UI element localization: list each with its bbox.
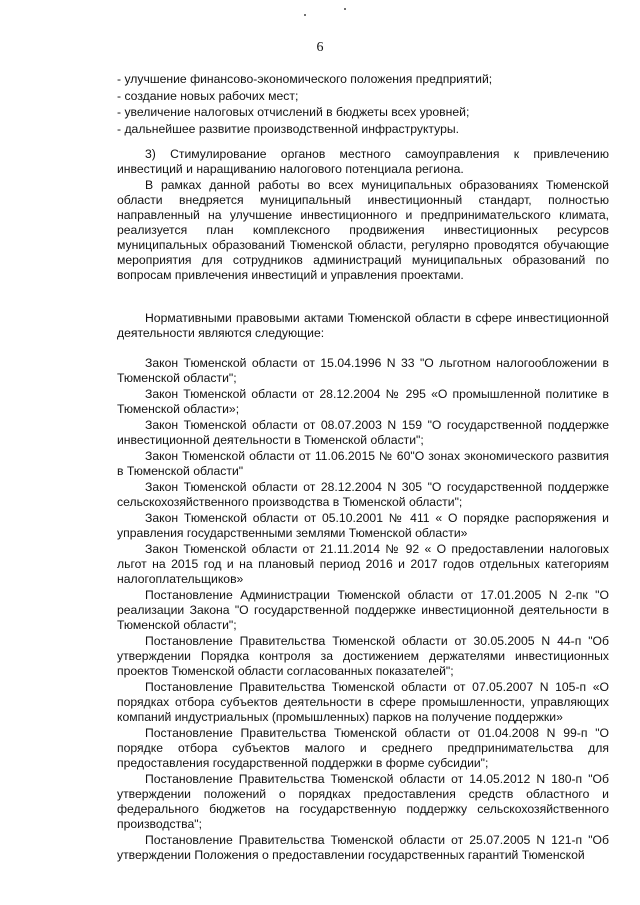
act-item: Закон Тюменской области от 28.12.2004 № 295 «О промышленной политике в Тюменской области»;	[117, 387, 609, 416]
bullet-item: - создание новых рабочих мест;	[117, 88, 299, 103]
act-item: Закон Тюменской области от 28.12.2004 N 305 "О государственной поддержке сельскохозяйственного производства в Тюменской области";	[117, 480, 609, 509]
act-item: Закон Тюменской области от 05.10.2001 № 411 « О порядке распоряжения и управления государственными землями Тюменской области»	[117, 511, 609, 540]
paragraph-work: В рамках данной работы во всех муниципальных образованиях Тюменской области внедряется муниципальный инвестиционный стандарт, полностью направленный на улучшение инвестиционного и предпринимательского климата, реализуется план комплексного продвижения инвестиционных ресурсов муниципальных образований Тюменской области, регулярно проводятся обучающие мероприятия для сотрудников администраций муниципальных образований по вопросам привлечения инвестиций и управления проектами.	[117, 178, 609, 282]
act-item: Закон Тюменской области от 15.04.1996 N 33 "О льготном налогообложении в Тюменской области";	[117, 356, 609, 385]
acts-list	[117, 356, 609, 864]
bullet-list	[117, 72, 609, 138]
acts-intro: Нормативными правовыми актами Тюменской области в сфере инвестиционной деятельности являются следующие:	[117, 311, 609, 340]
scan-speck	[304, 14, 306, 16]
act-item: Постановление Правительства Тюменской области от 07.05.2007 N 105-п «О порядках отбора субъектов деятельности в сфере промышленности, управляющих компаний индустриальных (промышленных) парков на получение поддержки»	[117, 680, 609, 724]
bullet-item: - увеличение налоговых отчислений в бюджеты всех уровней;	[117, 105, 470, 119]
act-item: Постановление Правительства Тюменской области от 30.05.2005 N 44-п "Об утверждении Порядка контроля за достижением держателями инвестиционных проектов Тюменской области согласованных показателей";	[117, 634, 609, 678]
bullet-item: - дальнейшее развитие производственной инфраструктуры.	[117, 121, 460, 136]
bullet-item: - улучшение финансово-экономического положения предприятий;	[117, 72, 493, 86]
act-item: Закон Тюменской области от 11.06.2015 № 60"О зонах экономического развития в Тюменской области"	[117, 449, 609, 478]
act-item: Постановление Администрации Тюменской области от 17.01.2005 N 2-пк "О реализации Закона "О государственной поддержке инвестиционной деятельности в Тюменской области";	[117, 588, 609, 632]
acts-intro-block	[117, 311, 609, 341]
act-item: Закон Тюменской области от 08.07.2003 N 159 "О государственной поддержке инвестиционной деятельности в Тюменской области";	[117, 418, 609, 447]
act-item: Закон Тюменской области от 21.11.2014 № 92 « О предоставлении налоговых льгот на 2015 год и на плановый период 2016 и 2017 годов отдельных категориям налогоплательщиков»	[117, 542, 609, 586]
section-3	[117, 147, 609, 283]
page-number: 6	[316, 40, 324, 55]
paragraph-3: 3) Стимулирование органов местного самоуправления к привлечению инвестиций и наращиванию налогового потенциала региона.	[117, 147, 609, 176]
act-item: Постановление Правительства Тюменской области от 14.05.2012 N 180-п "Об утверждении положений о порядках предоставления средств областного и федерального бюджетов на государственную поддержку сельскохозяйственного производства";	[117, 772, 609, 831]
act-item: Постановление Правительства Тюменской области от 25.07.2005 N 121-п "Об утверждении Положения о предоставлении государственных гарантий Тюменской	[117, 833, 609, 862]
scan-speck	[344, 8, 346, 10]
act-item: Постановление Правительства Тюменской области от 01.04.2008 N 99-п "О порядке отбора субъектов малого и среднего предпринимательства для предоставления государственной поддержки в форме субсидии";	[117, 726, 609, 770]
